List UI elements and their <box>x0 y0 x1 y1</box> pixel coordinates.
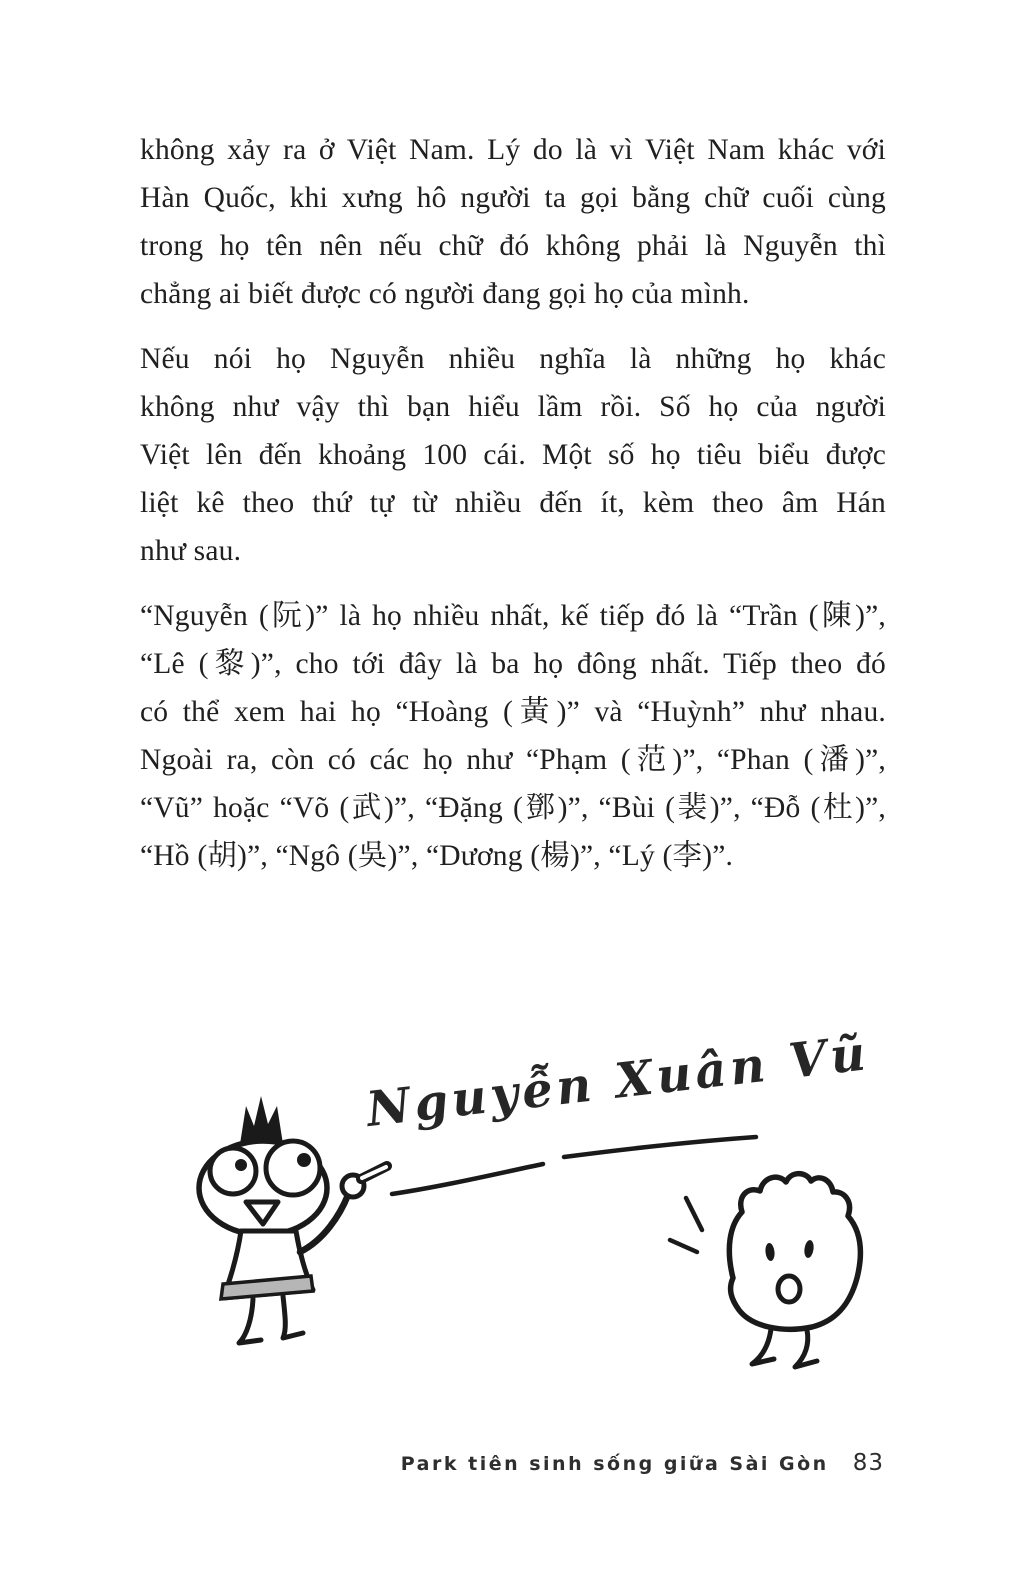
emphasis-stroke-1 <box>686 1198 702 1230</box>
paragraph-line: trong họ tên nên nếu chữ đó không phải là Nguyễn thì <box>140 230 886 262</box>
teacher-left-eye <box>210 1148 256 1194</box>
underline-stroke-left <box>392 1164 543 1194</box>
text-block <box>140 126 886 897</box>
page-footer <box>401 1450 884 1476</box>
paragraph-line: Nếu nói họ Nguyễn nhiều nghĩa là những họ khác <box>140 343 886 375</box>
teacher-character <box>199 1096 387 1343</box>
teacher-left-pupil <box>235 1159 247 1171</box>
handwritten-name: Nguyễn Xuân Vũ <box>363 1025 873 1138</box>
underline-stroke-right <box>564 1137 756 1157</box>
student-character <box>670 1174 860 1367</box>
teacher-hair <box>240 1096 283 1144</box>
paragraph-line: chẳng ai biết được có người đang gọi họ của mình. <box>140 278 750 310</box>
paragraph-line: “Vũ” hoặc “Võ (武)”, “Đặng (鄧)”, “Bùi (裴)”, “Đỗ (杜)”, <box>140 792 886 824</box>
paragraph-1 <box>140 126 886 318</box>
paragraph-line: “Nguyễn (阮)” là họ nhiều nhất, kế tiếp đó là “Trần (陳)”, <box>140 600 886 632</box>
teacher-right-eye <box>266 1141 320 1195</box>
paragraph-line: có thể xem hai họ “Hoàng (黃)” và “Huỳnh” như nhau. <box>140 696 886 728</box>
paragraph-line: liệt kê theo thứ tự từ nhiều đến ít, kèm theo âm Hán <box>140 487 886 519</box>
teacher-right-pupil <box>297 1153 311 1167</box>
underline-strokes <box>392 1137 756 1194</box>
emphasis-stroke-2 <box>670 1240 697 1252</box>
paragraph-3 <box>140 592 886 880</box>
student-right-leg <box>795 1330 817 1367</box>
student-body <box>729 1174 860 1330</box>
paragraph-line: Ngoài ra, còn có các họ như “Phạm (范)”, “Phan (潘)”, <box>140 744 886 776</box>
student-left-leg <box>752 1329 774 1364</box>
paragraph-line: không xảy ra ở Việt Nam. Lý do là vì Việt Nam khác với <box>140 134 886 166</box>
footer-page-number: 83 <box>852 1450 884 1476</box>
teacher-left-leg <box>239 1299 261 1343</box>
paragraph-2 <box>140 335 886 575</box>
paragraph-line: như sau. <box>140 535 242 567</box>
footer-book-title: Park tiên sinh sống giữa Sài Gòn <box>400 1453 829 1475</box>
paragraph-line: không như vậy thì bạn hiểu lầm rồi. Số họ của người <box>140 391 886 423</box>
teacher-right-leg <box>283 1296 303 1338</box>
paragraph-line: Hàn Quốc, khi xưng hô người ta gọi bằng chữ cuối cùng <box>140 182 886 214</box>
paragraph-line: “Lê (黎)”, cho tới đây là ba họ đông nhất. Tiếp theo đó <box>140 648 886 680</box>
student-mouth <box>778 1276 800 1302</box>
paragraph-line: “Hồ (胡)”, “Ngô (吳)”, “Dương (楊)”, “Lý (李)”. <box>140 840 734 872</box>
paragraph-line: Việt lên đến khoảng 100 cái. Một số họ tiêu biểu được <box>140 439 886 471</box>
